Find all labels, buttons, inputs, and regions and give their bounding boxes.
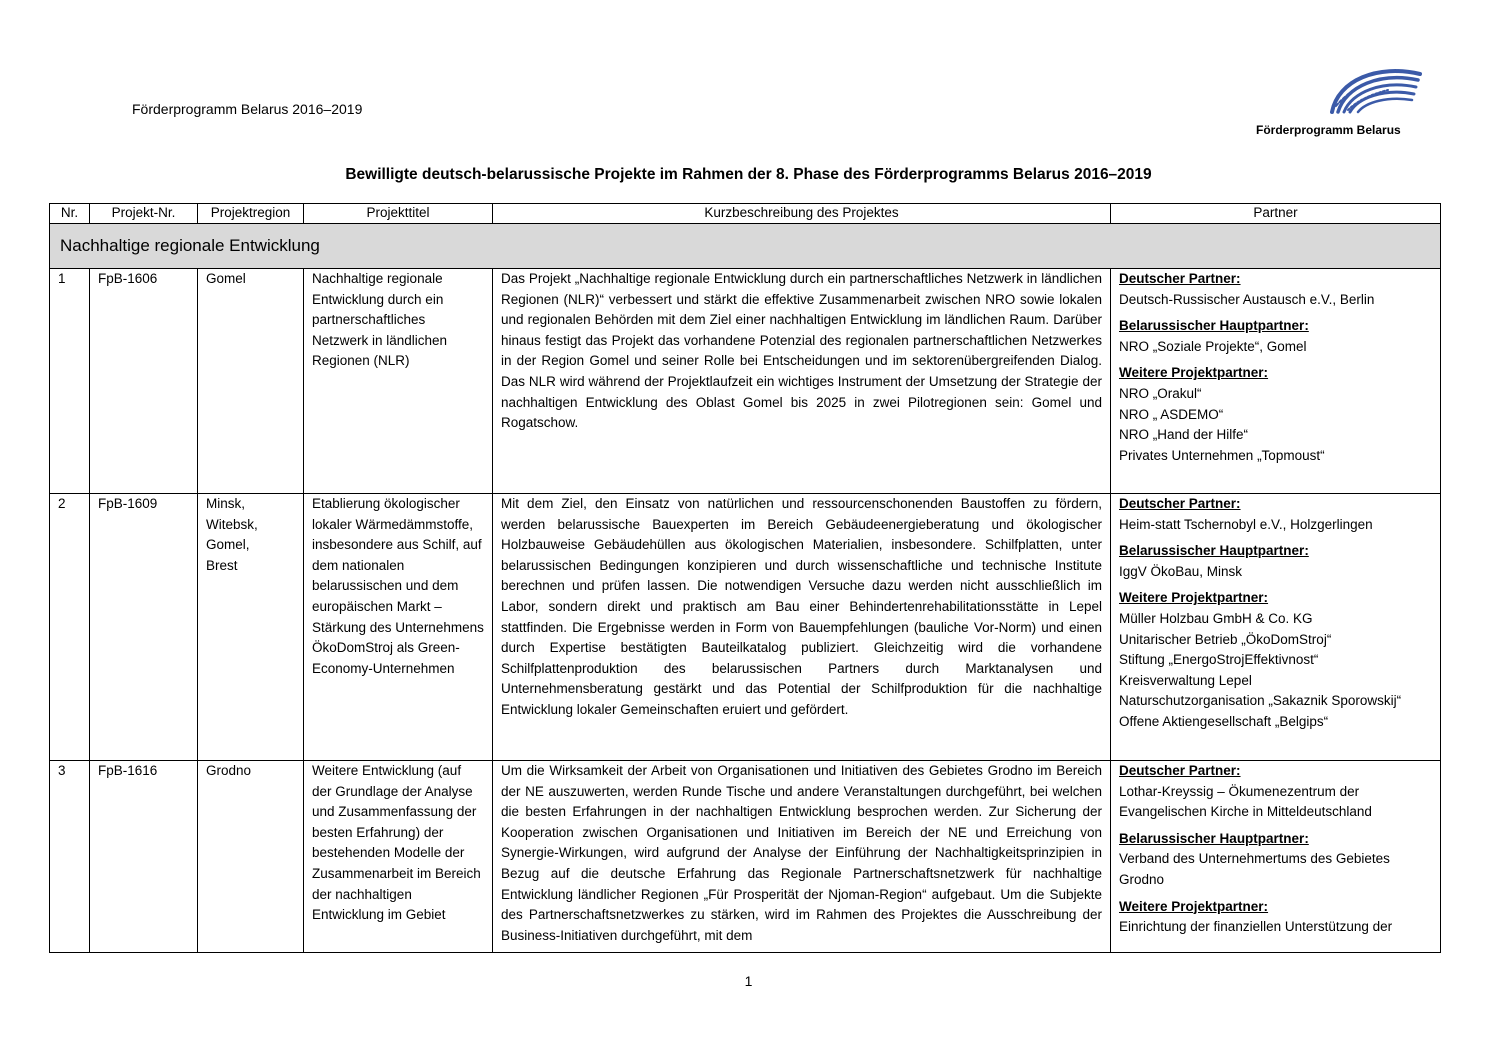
partner-line: Privates Unternehmen „Topmoust“: [1119, 447, 1325, 463]
projects-table: [49, 203, 1441, 953]
partner-group: [1119, 269, 1432, 310]
region-line: Grodno: [206, 763, 252, 778]
titel-text: Weitere Entwicklung (auf der Grundlage der Analyse und Zusammenfassung der besten Erfahrung) der bestehenden Modelle der Zusammenarbeit im Bereich der nachhaltigen Entwicklung im Gebiet: [312, 763, 481, 923]
partner-group: [1119, 761, 1432, 823]
header-program-name: Förderprogramm Belarus 2016–2019: [132, 101, 363, 117]
table-row: [50, 761, 1441, 953]
column-header-projektregion: Projektregion: [198, 204, 304, 224]
partner-label: Weitere Projektpartner:: [1119, 365, 1269, 381]
region-line: Gomel: [206, 271, 246, 286]
partner-line: Lothar-Kreyssig – Ökumenezentrum der Evangelischen Kirche in Mitteldeutschland: [1119, 783, 1372, 820]
partner-line: Heim-statt Tschernobyl e.V., Holzgerlingen: [1119, 516, 1373, 532]
partner-line: NRO „Soziale Projekte“, Gomel: [1119, 338, 1307, 354]
row-region: [198, 761, 304, 953]
partner-line: Unitarischer Betrieb „ÖkoDomStroj“: [1119, 631, 1332, 647]
row-region: [198, 269, 304, 494]
logo-caption: Förderprogramm Belarus: [1256, 123, 1401, 137]
row-region: [198, 494, 304, 761]
partner-line: Einrichtung der finanziellen Unterstützung der: [1119, 919, 1393, 935]
partner-group: [1119, 316, 1432, 357]
partner-label: Belarussischer Hauptpartner:: [1119, 318, 1309, 334]
table-row: [50, 269, 1441, 494]
column-header-partner: Partner: [1111, 204, 1441, 224]
partner-line: Verband des Unternehmertums des Gebietes Grodno: [1119, 851, 1390, 887]
partner-label: Deutscher Partner:: [1119, 496, 1241, 511]
column-header-nr: Nr.: [50, 204, 90, 224]
partner-group: [1119, 494, 1432, 535]
beschreibung-text: Um die Wirksamkeit der Arbeit von Organisationen und Initiativen des Gebietes Grodno im Bereich der NE auszuwerten, werden Runde Tische und andere Veranstaltungen durchgeführt, bei welchen die besten Erfahrungen in der nachhaltigen Entwicklung besprochen werden. Zur Sicherung der Kooperation zwischen Organisationen und Initiativen im Bereich der NE und Erreichung von Synergie-Wirkungen, wird aufgrund der Analyse der Einführung der Nachhaltigkeitsprinzipien in Bezug auf die deutsche Erfahrung das Regionale Partnerschaftsnetzwerk für nachhaltige Entwicklung ländlicher Regionen „Für Prosperität der Njoman-Region“ aufgebaut. Um die Subjekte des Partnerschaftsnetzwerkes zu stärken, wird im Rahmen des Projektes die Ausschreibung der Business-Initiativen durchgeführt, mit dem: [501, 763, 1102, 943]
partner-line: Kreisverwaltung Lepel: [1119, 672, 1252, 688]
partner-line: Offene Aktiengesellschaft „Belgips“: [1119, 713, 1329, 729]
partner-line: IggV ÖkoBau, Minsk: [1119, 563, 1243, 579]
row-nr: 3: [50, 761, 90, 953]
column-header-projekttitel: Projekttitel: [304, 204, 493, 224]
partner-group: [1119, 588, 1432, 732]
row-projekt-nr: FpB-1606: [90, 269, 198, 494]
region-line: Gomel,: [206, 537, 250, 553]
partner-group: [1119, 829, 1432, 891]
partner-group: [1119, 363, 1432, 466]
row-nr: 1: [50, 269, 90, 494]
column-header-kurzbeschreibung: Kurzbeschreibung des Projektes: [493, 204, 1111, 224]
column-header-projekt-nr: Projekt-Nr.: [90, 204, 198, 224]
row-beschreibung: Mit dem Ziel, den Einsatz von natürlichen und ressourcenschonenden Baustoffen zu fördern, werden belarussische Bauexperten im Bereich Gebäudeenergieberatung und ökologischer Holzbauweise Gebäudehüllen aus ökologischen Materialien, insbesondere. Schilfplatten, unter belarussischen Bedingungen konzipieren und durch wissenschaftliche und technische Institute berechnen und prüfen lassen. Die notwendigen Versuche dazu werden nicht ausschließlich im Labor, sondern direkt und praktisch am Bau einer Behindertenrehabilitationsstätte in Lepel stattfinden. Die Ergebnisse werden in Form von Bauempfehlungen (bauliche Vor-Norm) und einen durch Expertise bestätigten Bauteilkatalog publiziert. Gleichzeitig wird die vorhandene Schilfplattenproduktion des belarussischen Partners durch Marktanalysen und Unternehmensberatung gestärkt und das Potential der Schilfproduktion für die nachhaltige Entwicklung lokaler Gemeinschaften eruiert und gefördert.: [493, 494, 1111, 761]
partner-line: NRO „ ASDEMO“: [1119, 406, 1224, 422]
region-line: Witebsk,: [206, 516, 258, 532]
row-partner: [1111, 494, 1441, 761]
row-partner: [1111, 761, 1441, 953]
row-beschreibung: Das Projekt „Nachhaltige regionale Entwicklung durch ein partnerschaftliches Netzwerk in ländlichen Regionen (NLR)“ verbessert und stärkt die effektive Zusammenarbeit zwischen NRO sowie lokalen und regionalen Behörden mit dem Ziel einer nachhaltigen Entwicklung im ländlichen Raum. Darüber hinaus festigt das Projekt das vorhandene Potenzial des regionalen partnerschaftlichen Netzwerkes in der Region Gomel und seiner Rolle bei Entscheidungen und im sektorenübergreifenden Dialog. Das NLR wird während der Projektlaufzeit ein wichtiges Instrument der Umsetzung der Strategie der nachhaltigen Entwicklung des Oblast Gomel bis 2025 in zwei Pilotregionen sein: Gomel und Rogatschow.: [493, 269, 1111, 494]
row-titel: [304, 761, 493, 953]
partner-line: Deutsch-Russischer Austausch e.V., Berlin: [1119, 291, 1375, 307]
table-row: [50, 494, 1441, 761]
partner-group: [1119, 541, 1432, 582]
partner-label: Weitere Projektpartner:: [1119, 898, 1269, 914]
program-logo: [1250, 62, 1430, 142]
row-titel: Etablierung ökologischer lokaler Wärmedämmstoffe, insbesondere aus Schilf, auf dem nationalen belarussischen und dem europäischen Markt – Stärkung des Unternehmens ÖkoDomStroj als Green-Economy-Unternehmen: [304, 494, 493, 761]
row-partner: [1111, 269, 1441, 494]
row-beschreibung: [493, 761, 1111, 953]
partner-line: NRO „Hand der Hilfe“: [1119, 427, 1249, 443]
partner-line: Stiftung „EnergoStrojEffektivnost“: [1119, 652, 1319, 668]
partner-line: NRO „Orakul“: [1119, 385, 1202, 401]
row-nr: 2: [50, 494, 90, 761]
partner-label: Belarussischer Hauptpartner:: [1119, 543, 1309, 559]
section-row: [50, 224, 1441, 269]
row-titel: Nachhaltige regionale Entwicklung durch ein partnerschaftliches Netzwerk in ländlichen Regionen (NLR): [304, 269, 493, 494]
row-projekt-nr: FpB-1616: [90, 761, 198, 953]
partner-label: Weitere Projektpartner:: [1119, 590, 1269, 606]
partner-group: [1119, 897, 1432, 938]
region-line: Minsk,: [206, 496, 246, 511]
document-title: Bewilligte deutsch-belarussische Projekte im Rahmen der 8. Phase des Förderprogramms Belarus 2016–2019: [345, 166, 1152, 183]
partner-label: Deutscher Partner:: [1119, 763, 1241, 778]
partner-list: [1119, 761, 1432, 934]
region-line: Brest: [206, 557, 238, 573]
row-projekt-nr: FpB-1609: [90, 494, 198, 761]
partner-label: Belarussischer Hauptpartner:: [1119, 830, 1309, 846]
partner-line: Müller Holzbau GmbH & Co. KG: [1119, 610, 1313, 626]
table-header-row: [50, 204, 1441, 224]
arc-swirl-icon: [1328, 62, 1424, 114]
partner-label: Deutscher Partner:: [1119, 271, 1241, 286]
section-title: Nachhaltige regionale Entwicklung: [50, 224, 1441, 269]
partner-line: Naturschutzorganisation „Sakaznik Sporowskij“: [1119, 693, 1402, 709]
page-number: 1: [744, 973, 753, 989]
